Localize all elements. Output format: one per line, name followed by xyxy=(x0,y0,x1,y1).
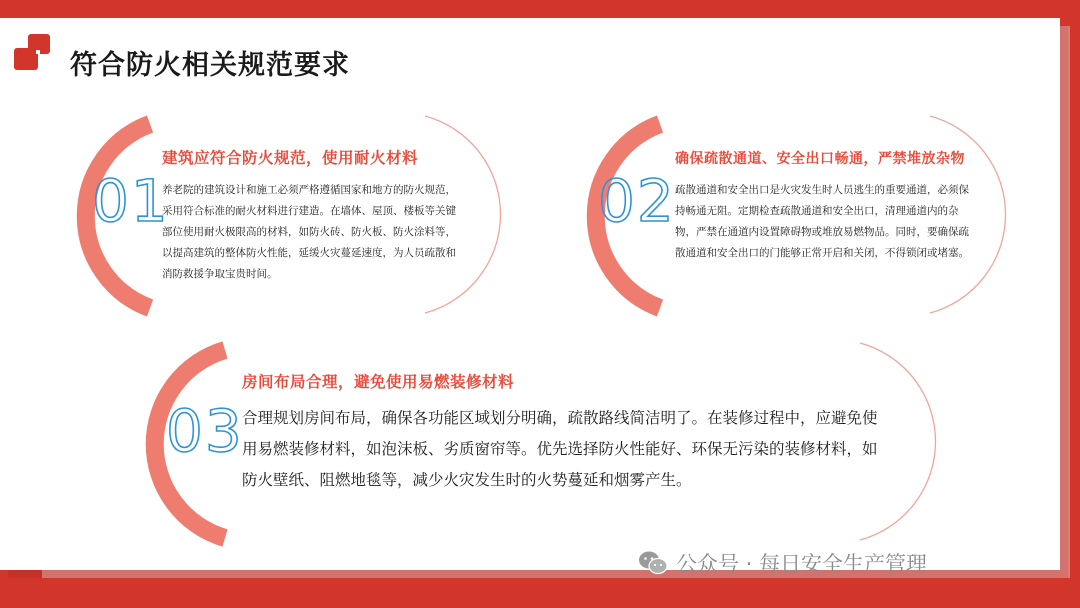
watermark-text: 公众号 · 每日安全生产管理 xyxy=(676,552,928,576)
item-body-02: 疏散通道和安全出口是火灾发生时人员逃生的重要通道，必须保持畅通无阻。定期检查疏散通道和安全出口，清理通道内的杂物，严禁在通道内设置障碍物或堆放易燃物品。同时，要确保疏散通道和安全出口的门能够正常开启和关闭，不得锁闭或堵塞。 xyxy=(675,184,969,259)
item-title-02: 确保疏散通道、安全出口畅通，严禁堆放杂物 xyxy=(675,151,965,167)
item-number-02: 02 xyxy=(598,167,676,235)
item-body-01: 养老院的建筑设计和施工必须严格遵循国家和地方的防火规范，采用符合标准的耐火材料进行建造。在墙体、屋顶、楼板等关键部位使用耐火极限高的材料，如防火砖、防火板、防火涂料等，以提高建筑的整体防火性能，延缓火灾蔓延速度，为人员疏散和消防救援争取宝贵时间。 xyxy=(162,184,456,280)
watermark xyxy=(638,548,927,578)
slide xyxy=(0,18,1060,570)
item-body-03: 合理规划房间布局，确保各功能区域划分明确，疏散路线简洁明了。在装修过程中，应避免使用易燃装修材料，如泡沫板、劣质窗帘等。优先选择防火性能好、环保无污染的装修材料，如防火壁纸、阻燃地毯等，减少火灾发生时的火势蔓延和烟雾产生。 xyxy=(242,409,878,489)
item-number-03: 03 xyxy=(166,397,244,465)
item-number-01: 01 xyxy=(92,167,170,235)
item-title-01: 建筑应符合防火规范，使用耐火材料 xyxy=(162,149,419,167)
wechat-icon xyxy=(638,550,668,576)
page-title: 符合防火相关规范要求 xyxy=(70,50,350,81)
item-title-03: 房间布局合理，避免使用易燃装修材料 xyxy=(242,373,515,391)
